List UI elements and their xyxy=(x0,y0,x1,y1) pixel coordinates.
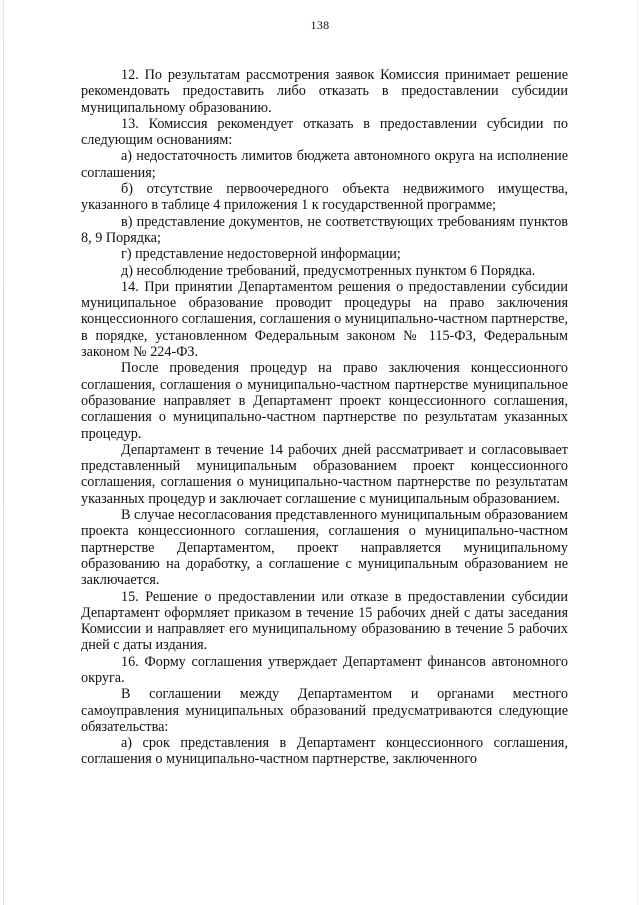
paragraph-16: 16. Форму соглашения утверждает Департамент финансов автономного округа. xyxy=(81,653,568,686)
list-item-a: а) недостаточность лимитов бюджета автономного округа на исполнение соглашения; xyxy=(81,148,568,181)
list-item-g: г) представление недостоверной информации; xyxy=(121,246,401,263)
list-item-d: д) несоблюдение требований, предусмотренных пунктом 6 Порядка. xyxy=(121,262,536,279)
document-body xyxy=(81,67,568,768)
paragraph-non-approval: В случае несогласования представленного муниципальным образованием проекта концессионного соглашения, соглашения о муниципально-частном партнерстве Департаментом, проект направляется муниципальному образованию на доработку, а соглашение с муниципальным образованием не заключается. xyxy=(81,507,568,589)
paragraph-12: 12. По результатам рассмотрения заявок Комиссия принимает решение рекомендовать предоставить либо отказать в предоставлении субсидии муниципальному образованию. xyxy=(81,67,568,116)
paragraph-15: 15. Решение о предоставлении или отказе в предоставлении субсидии Департамент оформляет приказом в течение 15 рабочих дней с даты заседания Комиссии и направляет его муниципальному образованию в течение 5 рабочих дней с даты издания. xyxy=(81,588,568,654)
scan-edge xyxy=(3,0,4,905)
page-number: 138 xyxy=(310,18,330,32)
paragraph-obligations: В соглашении между Департаментом и органами местного самоуправления муниципальных образований предусматриваются следующие обязательства: xyxy=(81,686,568,735)
list-item-b: б) отсутствие первоочередного объекта недвижимого имущества, указанного в таблице 4 приложения 1 к государственной программе; xyxy=(81,181,568,214)
obligation-item-a: а) срок представления в Департамент концессионного соглашения, соглашения о муниципально-частном партнерстве, заключенного xyxy=(81,735,568,768)
paragraph-14: 14. При принятии Департаментом решения о предоставлении субсидии муниципальное образование проводит процедуры на право заключения концессионного соглашения, соглашения о муниципально-частном партнерстве, в порядке, установленном Федеральным законом № 115-ФЗ, Федеральным законом № 224-ФЗ. xyxy=(81,278,568,361)
scan-edge xyxy=(637,0,638,905)
paragraph-13: 13. Комиссия рекомендует отказать в предоставлении субсидии по следующим основаниям: xyxy=(81,115,568,149)
paragraph-after-procedures: После проведения процедур на право заключения концессионного соглашения, соглашения о муниципально-частном партнерстве муниципальное образование направляет в Департамент проект концессионного соглашения, соглашения о муниципально-частном партнерстве по результатам указанных процедур. xyxy=(81,360,568,442)
paragraph-department-review: Департамент в течение 14 рабочих дней рассматривает и согласовывает представленный муниципальным образованием проект концессионного соглашения, соглашения о муниципально-частном партнерстве по результатам указанных процедур и заключает соглашение с муниципальным образованием. xyxy=(81,441,568,507)
list-item-v: в) представление документов, не соответствующих требованиям пунктов 8, 9 Порядка; xyxy=(81,213,568,246)
